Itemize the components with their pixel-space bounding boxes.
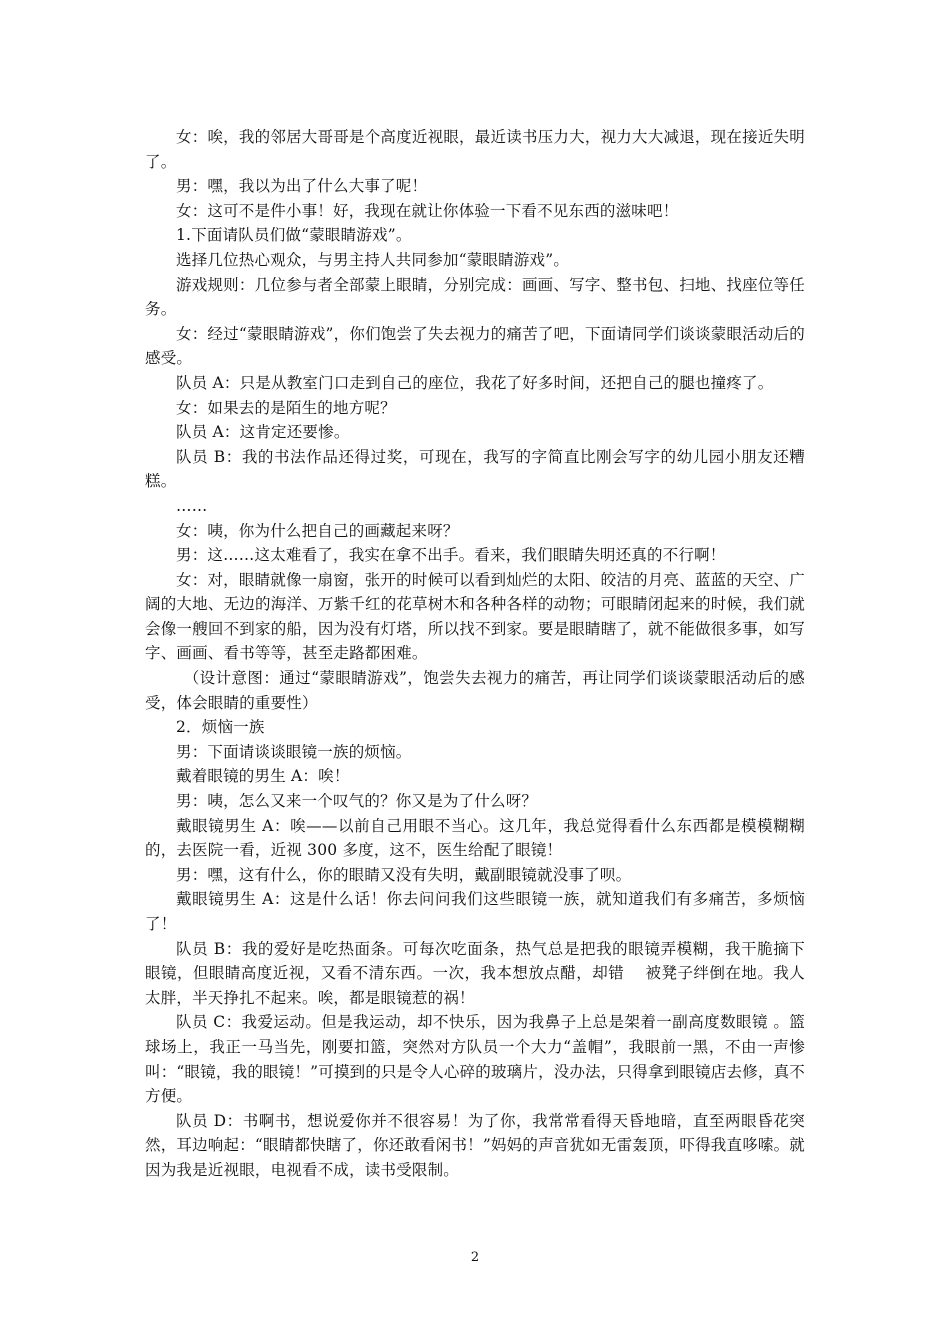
paragraph: 男：咦，怎么又来一个叹气的？你又是为了什么呀？ (176, 792, 538, 811)
paragraph: 选择几位热心观众，与男主持人共同参加“蒙眼睛游戏”。 (176, 250, 570, 269)
section-heading: 2．烦恼一族 (176, 718, 265, 737)
paragraph: 女：唉，我的邻居大哥哥是个高度近视眼，最近读书压力大，视力大大减退，现在接近失明了。 (145, 128, 805, 171)
paragraph: 队员 B：我的书法作品还得过奖，可现在，我写的字简直比刚会写字的幼儿园小朋友还糟糕。 (145, 447, 805, 491)
paragraph: 女：对，眼睛就像一扇窗，张开的时候可以看到灿烂的太阳、皎洁的月亮、蓝蓝的天空、广阔的大地、无边的海洋、万紫千红的花草树木和各种各样的动物；可眼睛闭起来的时候，我们就会像一艘回不到家的船，因为没有灯塔，所以找不到家。要是眼睛瞎了，就不能做很多事，如写字、画画、看书等等，甚至走路都困难。 (145, 570, 805, 663)
paragraph: 队员 A：这肯定还要惨。 (176, 423, 350, 442)
paragraph: 队员 B：我的爱好是吃热面条。可每次吃面条，热气总是把我的眼镜弄模糊，我干脆摘下眼镜，但眼睛高度近视，又看不清东西。一次，我本想放点醋，却错 被凳子绊倒在地。我人太胖，半天挣扎不起来。唉，都是眼镜惹的祸！ (145, 939, 805, 1007)
paragraph: 男：嘿，我以为出了什么大事了呢！ (176, 177, 428, 196)
paragraph: 游戏规则：几位参与者全部蒙上眼睛，分别完成：画画、写字、整书包、扫地、找座位等任务。 (145, 275, 805, 319)
paragraph: 女：经过“蒙眼睛游戏”，你们饱尝了失去视力的痛苦了吧，下面请同学们谈谈蒙眼活动后的感受。 (145, 324, 805, 368)
ellipsis-line: …… (176, 496, 208, 515)
paragraph: 队员 C：我爱运动。但是我运动，却不快乐，因为我鼻子上总是架着一副高度数眼镜 。篮球场上，我正一马当先，刚要扣篮，突然对方队员一个大力“盖帽”，我眼前一黑，不由一声惨叫：“眼镜，我的眼镜！”可摸到的只是令人心碎的玻璃片，没办法，只得拿到眼镜店去修，真不方便。 (145, 1013, 805, 1106)
paragraph: 男：这……这太难看了，我实在拿不出手。看来，我们眼睛失明还真的不行啊！ (176, 546, 726, 565)
paragraph: 女：如果去的是陌生的地方呢？ (176, 398, 396, 417)
paragraph: 女：咦，你为什么把自己的画藏起来呀？ (176, 521, 459, 540)
page-number: 2 (470, 1250, 480, 1265)
paragraph: 戴眼镜男生 A：这是什么话！你去问问我们这些眼镜一族，就知道我们有多痛苦，多烦恼了！ (145, 890, 805, 933)
paragraph: 队员 D：书啊书，想说爱你并不很容易！为了你，我常常看得天昏地暗，直至两眼昏花突然，耳边响起：“眼睛都快瞎了，你还敢看闲书！”妈妈的声音犹如无雷轰顶，吓得我直哆嗦。就因为我是近视眼，电视看不成，读书受限制。 (145, 1111, 805, 1179)
paragraph: 男：嘿，这有什么，你的眼睛又没有失明，戴副眼镜就没事了呗。 (176, 865, 632, 884)
paragraph: 戴眼镜男生 A：唉——以前自己用眼不当心。这几年，我总觉得看什么东西都是模模糊糊的，去医院一看，近视 300 多度，这不，医生给配了眼镜！ (145, 816, 805, 860)
paragraph: 女：这可不是件小事！好，我现在就让你体验一下看不见东西的滋味吧！ (176, 201, 679, 220)
paragraph: 队员 A：只是从教室门口走到自己的座位，我花了好多时间，还把自己的腿也撞疼了。 (176, 373, 774, 392)
design-intent-note: （设计意图：通过“蒙眼睛游戏”，饱尝失去视力的痛苦，再让同学们谈谈蒙眼活动后的感受，体会眼睛的重要性） (145, 669, 805, 712)
document-body (145, 125, 805, 1183)
paragraph: 男：下面请谈谈眼镜一族的烦恼。 (176, 742, 412, 761)
section-heading: 1.下面请队员们做“蒙眼睛游戏”。 (176, 226, 412, 245)
paragraph: 戴着眼镜的男生 A：唉！ (176, 767, 350, 786)
